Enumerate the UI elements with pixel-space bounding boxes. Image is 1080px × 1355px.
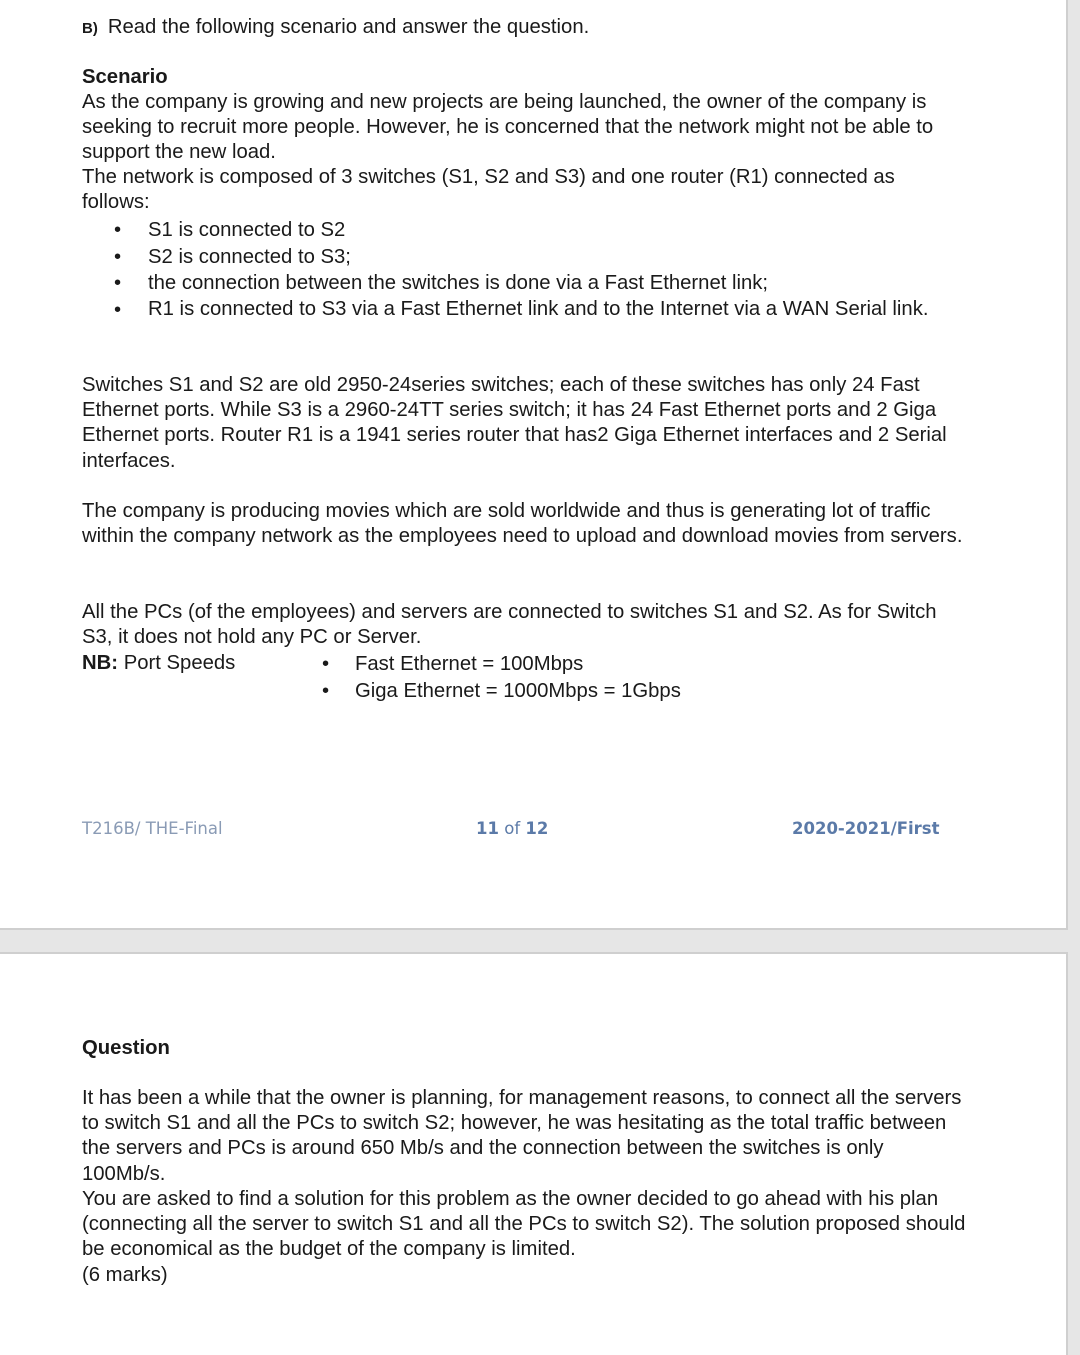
bullet-icon: • [322,653,330,675]
instruction-text: Read the following scenario and answer the question. [107,16,590,38]
pcs-paragraph: All the PCs (of the employees) and servers are connected to switches S1 and S2. As for Switch S3, it does not hold any PC or Server. [82,601,937,649]
list-item [82,270,982,297]
list-item [82,297,982,323]
nb-label: NB: [82,652,119,674]
question-paragraph-2: You are asked to find a solution for this problem as the owner decided to go ahead with his plan (connecting all the server to switch S1 and all the PCs to switch S2). The solution proposed should be economical as the budget of the company is limited. [82,1188,966,1261]
network-connections-list [82,217,982,322]
footer-semester: 2020-2021/First [792,819,940,838]
bullet-icon: • [322,679,330,702]
question-heading: Question [82,1037,170,1059]
list-item-text: Fast Ethernet = 100Mbps [355,653,584,675]
scenario-heading: Scenario [82,66,168,88]
list-item [82,217,982,244]
network-intro: The network is composed of 3 switches (S1, S2 and S3) and one router (R1) connected as follows: [82,166,895,214]
bullet-icon: • [114,298,122,321]
switches-paragraph: Switches S1 and S2 are old 2950-24series switches; each of these switches has only 24 Fast Ethernet ports. While S3 is a 2960-24TT series switch; it has 24 Fast Ethernet ports and 2 Giga Ethernet ports. Router R1 is a 1941 series router that has2 Giga Ethernet interfaces and 2 Serial interfaces. [82,374,947,472]
movies-paragraph: The company is producing movies which are sold worldwide and thus is generating lot of traffic within the company network as the employees need to upload and download movies from servers. [82,500,963,548]
footer-page-number [476,818,548,840]
list-item-text: the connection between the switches is done via a Fast Ethernet link; [148,272,769,295]
nb-note [82,650,235,676]
list-item-text: R1 is connected to S3 via a Fast Ethernet link and to the Internet via a WAN Serial link. [148,297,929,320]
nb-text: Port Speeds [123,652,236,674]
scenario-intro: As the company is growing and new projects are being launched, the owner of the company is seeking to recruit more people. However, he is concerned that the network might not be able to support the new load. [82,91,934,164]
section-instruction [82,14,589,42]
page-total: 12 [525,819,549,838]
page-of: of [504,819,521,838]
footer-course-code: T216B/ THE-Final [82,819,223,838]
list-item [320,651,681,678]
list-item [82,244,982,271]
list-item-text: Giga Ethernet = 1000Mbps = 1Gbps [355,679,681,702]
list-item [320,678,681,705]
bullet-icon: • [114,272,122,295]
port-speeds-list [320,651,681,704]
list-item-text: S1 is connected to S2 [148,219,346,241]
list-item-text: S2 is connected to S3; [148,245,351,268]
question-paragraph-1: It has been a while that the owner is planning, for management reasons, to connect all the servers to switch S1 and all the PCs to switch S2; however, he was hesitating as the total traffic between the servers and PCs is around 650 Mb/s and the connection between the switches is only 100Mb/s. [82,1087,962,1185]
question-marks: (6 marks) [82,1264,168,1286]
bullet-icon: • [114,219,122,241]
section-letter: B) [82,20,98,37]
document-page-12 [0,952,1068,1355]
page-current: 11 [476,819,499,838]
bullet-icon: • [114,245,122,268]
